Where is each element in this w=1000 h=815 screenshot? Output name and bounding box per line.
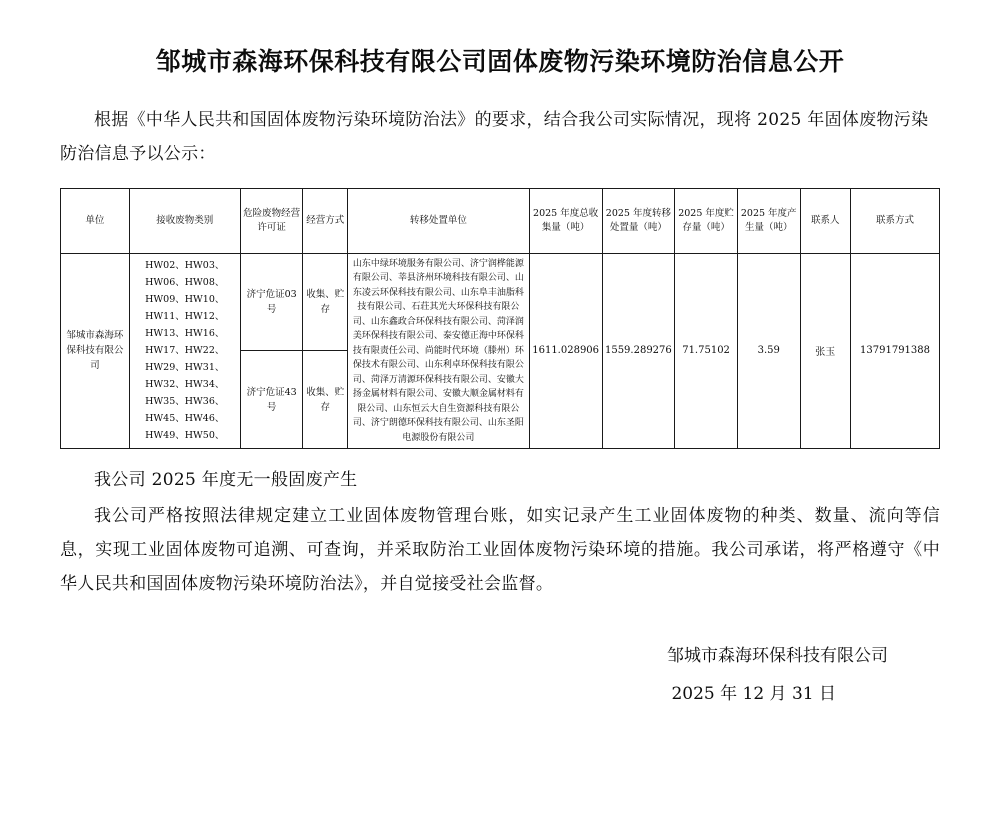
intro-paragraph: 根据《中华人民共和国固体废物污染环境防治法》的要求，结合我公司实际情况，现将 2025 年固体废物污染防治信息予以公示： <box>60 109 929 164</box>
cell-permit-top: 济宁危证03号 <box>240 253 303 351</box>
signature-company: 邹城市森海环保科技有限公司 <box>667 646 888 666</box>
cell-total-produced: 3.59 <box>737 253 800 449</box>
cell-contact-phone: 13791791388 <box>851 253 940 449</box>
table-row <box>61 253 940 351</box>
header-total-collected: 2025 年度总收集量（吨） <box>529 188 602 253</box>
waste-info-table <box>60 188 940 450</box>
signature-block <box>60 637 940 713</box>
header-total-produced: 2025 年度产生量（吨） <box>737 188 800 253</box>
cell-total-transferred: 1559.289276 <box>602 253 675 449</box>
header-total-transferred: 2025 年度转移处置量（吨） <box>602 188 675 253</box>
header-transfer-units: 转移处置单位 <box>347 188 529 253</box>
header-category: 接收废物类别 <box>129 188 240 253</box>
table-header-row <box>61 188 940 253</box>
cell-permit-bottom: 济宁危证43号 <box>240 351 303 449</box>
cell-total-storage: 71.75102 <box>675 253 738 449</box>
cell-unit: 邹城市森海环保科技有限公司 <box>61 253 130 449</box>
header-contact-phone: 联系方式 <box>851 188 940 253</box>
cell-mode-bottom: 收集、贮存 <box>303 351 347 449</box>
page-title: 邹城市森海环保科技有限公司固体废物污染环境防治信息公开 <box>155 47 845 76</box>
header-total-storage: 2025 年度贮存量（吨） <box>675 188 738 253</box>
cell-mode-top: 收集、贮存 <box>303 253 347 351</box>
header-contact-person: 联系人 <box>800 188 851 253</box>
header-permit: 危险废物经营许可证 <box>240 188 303 253</box>
signature-date: 2025 年 12 月 31 日 <box>671 684 836 704</box>
cell-transfer-units: 山东中绿环境服务有限公司、济宁润桦能源有限公司、莘县济州环境科技有限公司、山东凌云环保科技有限公司、山东阜丰油脂科技有限公司、石荘其光大环保科技有限公司、山东鑫政合环保科技有限公司、菏泽润美环保科技有限公司、泰安德正海中环保科技有限责任公司、尚能时代环境（滕州）环保技术有限公司、山东利卓环保科技有限公司、菏泽万清源环保科技有限公司、安徽大扬金属材料有限公司、安徽大顺金属材料有限公司、山东恒云大自生资源科技有限公司、济宁朗德环保科技有限公司、山东圣阳电源股份有限公司 <box>347 253 529 449</box>
cell-total-collected: 1611.028906 <box>529 253 602 449</box>
header-mode: 经营方式 <box>303 188 347 253</box>
cell-contact-person: 张玉 <box>800 253 851 449</box>
commitment-paragraph: 我公司严格按照法律规定建立工业固体废物管理台账，如实记录产生工业固体废物的种类、数量、流向等信息，实现工业固体废物可追溯、可查询，并采取防治工业固体废物污染环境的措施。我公司承诺，将严格遵守《中华人民共和国固体废物污染环境防治法》，并自觉接受社会监督。 <box>60 506 940 594</box>
header-unit: 单位 <box>61 188 130 253</box>
no-general-waste-note: 我公司 2025 年度无一般固废产生 <box>94 470 358 490</box>
cell-category: HW02、HW03、HW06、HW08、HW09、HW10、HW11、HW12、HW13、HW16、HW17、HW22、HW29、HW31、HW32、HW34、HW35、HW36、HW45、HW46、HW49、HW50、 <box>129 253 240 449</box>
